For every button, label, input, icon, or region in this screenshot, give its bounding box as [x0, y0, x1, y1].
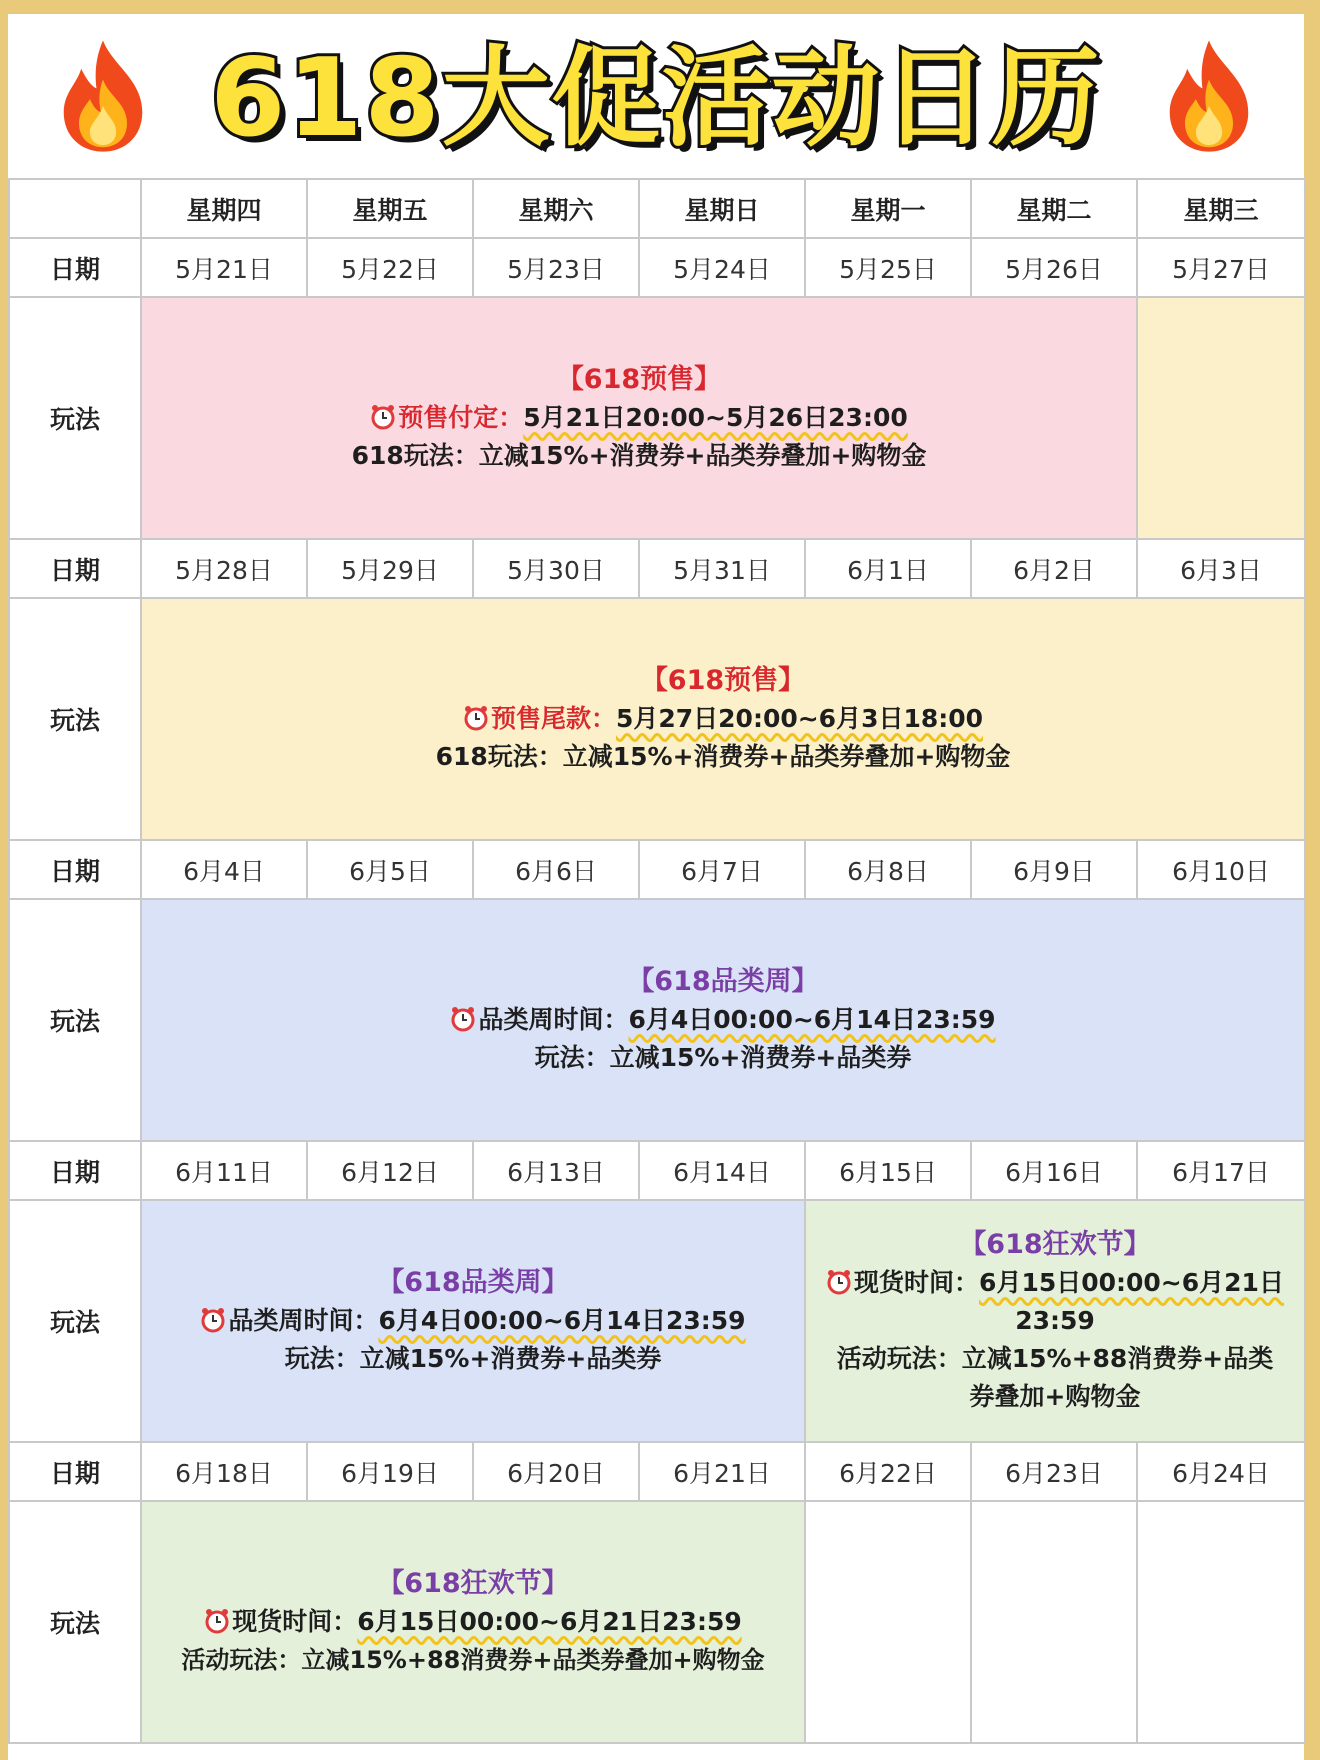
date-cell: 6月3日: [1137, 539, 1305, 598]
corner-cell: [9, 179, 141, 238]
date-cell: 5月23日: [473, 238, 639, 297]
date-row: [9, 238, 1305, 297]
event-time-label: 预售尾款：: [490, 704, 616, 733]
alarm-clock-icon: [204, 1608, 230, 1634]
calendar-table: [8, 178, 1306, 1744]
event-time: [150, 700, 1296, 738]
date-cell: 5月31日: [639, 539, 805, 598]
date-cell: 5月28日: [141, 539, 307, 598]
play-row: [9, 297, 1305, 539]
date-cell: 6月16日: [971, 1141, 1137, 1200]
event-rule: 活动玩法：立减15%+88消费券+品类券叠加+购物金: [181, 1646, 765, 1674]
date-cell: 6月15日: [805, 1141, 971, 1200]
event-time: [810, 1264, 1300, 1302]
event-cell-empty: [1137, 1501, 1305, 1743]
row-label-play: 玩法: [9, 1200, 141, 1442]
event-rule: 618玩法：立减15%+消费券+品类券叠加+购物金: [435, 742, 1011, 771]
date-cell: 5月24日: [639, 238, 805, 297]
date-cell: 5月27日: [1137, 238, 1305, 297]
date-cell: 6月18日: [141, 1442, 307, 1501]
row-label-date: 日期: [9, 238, 141, 297]
weekday-header-row: [9, 179, 1305, 238]
alarm-clock-icon: [370, 404, 396, 430]
date-cell: 5月22日: [307, 238, 473, 297]
weekday-cell: 星期二: [971, 179, 1137, 238]
date-cell: 6月1日: [805, 539, 971, 598]
date-row: [9, 840, 1305, 899]
weekday-cell: 星期四: [141, 179, 307, 238]
date-cell: 6月5日: [307, 840, 473, 899]
event-rule: 玩法：立减15%+消费券+品类券: [284, 1344, 662, 1373]
event-time: [150, 1302, 796, 1340]
event-time-value: 6月15日00:00~6月21日23:59: [357, 1607, 742, 1636]
date-cell: 6月6日: [473, 840, 639, 899]
weekday-cell: 星期三: [1137, 179, 1305, 238]
row-label-play: 玩法: [9, 598, 141, 840]
date-cell: 6月23日: [971, 1442, 1137, 1501]
event-title: 【618预售】: [640, 665, 806, 696]
row-label-play: 玩法: [9, 297, 141, 539]
date-cell: 6月12日: [307, 1141, 473, 1200]
date-cell: 6月19日: [307, 1442, 473, 1501]
alarm-clock-icon: [463, 705, 489, 731]
date-cell: 6月21日: [639, 1442, 805, 1501]
event-title: 【618狂欢节】: [377, 1568, 569, 1599]
date-row: [9, 1141, 1305, 1200]
event-title: 【618品类周】: [377, 1267, 569, 1298]
title-bar: [8, 14, 1304, 178]
page-title: 618大促活动日历: [210, 36, 1102, 161]
event-presale-deposit: [141, 297, 1137, 539]
event-time-label: 现货时间：: [854, 1268, 980, 1297]
weekday-cell: 星期日: [639, 179, 805, 238]
date-cell: 6月10日: [1137, 840, 1305, 899]
event-time-value: 5月27日20:00~6月3日18:00: [615, 704, 984, 733]
event-cell-empty: [1137, 297, 1305, 539]
date-cell: 6月17日: [1137, 1141, 1305, 1200]
date-row: [9, 539, 1305, 598]
row-label-date: 日期: [9, 539, 141, 598]
date-cell: 6月7日: [639, 840, 805, 899]
event-time: [150, 1001, 1296, 1039]
date-cell: 6月22日: [805, 1442, 971, 1501]
date-cell: 6月20日: [473, 1442, 639, 1501]
event-carnival: [141, 1501, 805, 1743]
play-row: [9, 598, 1305, 840]
event-time-label: 品类周时间：: [228, 1306, 379, 1335]
play-row: [9, 1200, 1305, 1442]
date-cell: 6月11日: [141, 1141, 307, 1200]
alarm-clock-icon: [200, 1307, 226, 1333]
date-row: [9, 1442, 1305, 1501]
date-cell: 6月9日: [971, 840, 1137, 899]
event-time: [150, 399, 1128, 437]
event-time: [144, 1603, 802, 1641]
fire-icon: [1154, 36, 1264, 156]
alarm-clock-icon: [826, 1269, 852, 1295]
date-cell: 6月24日: [1137, 1442, 1305, 1501]
event-category-week: [141, 899, 1305, 1141]
play-row: [9, 899, 1305, 1141]
play-row: [9, 1501, 1305, 1743]
event-time-value: 5月21日20:00~5月26日23:00: [523, 403, 908, 432]
calendar-poster: [8, 14, 1304, 1760]
event-time-value: 6月15日00:00~6月21日: [979, 1268, 1284, 1297]
event-presale-balance: [141, 598, 1305, 840]
date-cell: 6月13日: [473, 1141, 639, 1200]
date-cell: 5月21日: [141, 238, 307, 297]
date-cell: 5月25日: [805, 238, 971, 297]
alarm-clock-icon: [450, 1006, 476, 1032]
row-label-play: 玩法: [9, 1501, 141, 1743]
event-time-label: 现货时间：: [232, 1607, 358, 1636]
weekday-cell: 星期六: [473, 179, 639, 238]
row-label-play: 玩法: [9, 899, 141, 1141]
row-label-date: 日期: [9, 840, 141, 899]
row-label-date: 日期: [9, 1141, 141, 1200]
event-rule: 玩法：立减15%+消费券+品类券: [534, 1043, 912, 1072]
event-cell-empty: [971, 1501, 1137, 1743]
event-time-continued: 23:59: [1015, 1306, 1095, 1335]
date-cell: 5月26日: [971, 238, 1137, 297]
event-category-week: [141, 1200, 805, 1442]
event-title: 【618预售】: [556, 364, 722, 395]
fire-icon: [48, 36, 158, 156]
event-rule: 活动玩法：立减15%+88消费券+品类: [836, 1344, 1274, 1373]
date-cell: 5月30日: [473, 539, 639, 598]
date-cell: 6月14日: [639, 1141, 805, 1200]
date-cell: 6月2日: [971, 539, 1137, 598]
event-carnival: [805, 1200, 1305, 1442]
event-time-value: 6月4日00:00~6月14日23:59: [628, 1005, 996, 1034]
date-cell: 5月29日: [307, 539, 473, 598]
date-cell: 6月8日: [805, 840, 971, 899]
weekday-cell: 星期五: [307, 179, 473, 238]
weekday-cell: 星期一: [805, 179, 971, 238]
event-time-label: 预售付定：: [398, 403, 524, 432]
event-title: 【618狂欢节】: [959, 1229, 1151, 1260]
event-rule: 券叠加+购物金: [969, 1382, 1141, 1411]
event-title: 【618品类周】: [627, 966, 819, 997]
event-cell-empty: [805, 1501, 971, 1743]
row-label-date: 日期: [9, 1442, 141, 1501]
event-rule: 618玩法：立减15%+消费券+品类券叠加+购物金: [351, 441, 927, 470]
event-time-label: 品类周时间：: [478, 1005, 629, 1034]
date-cell: 6月4日: [141, 840, 307, 899]
event-time-value: 6月4日00:00~6月14日23:59: [378, 1306, 746, 1335]
